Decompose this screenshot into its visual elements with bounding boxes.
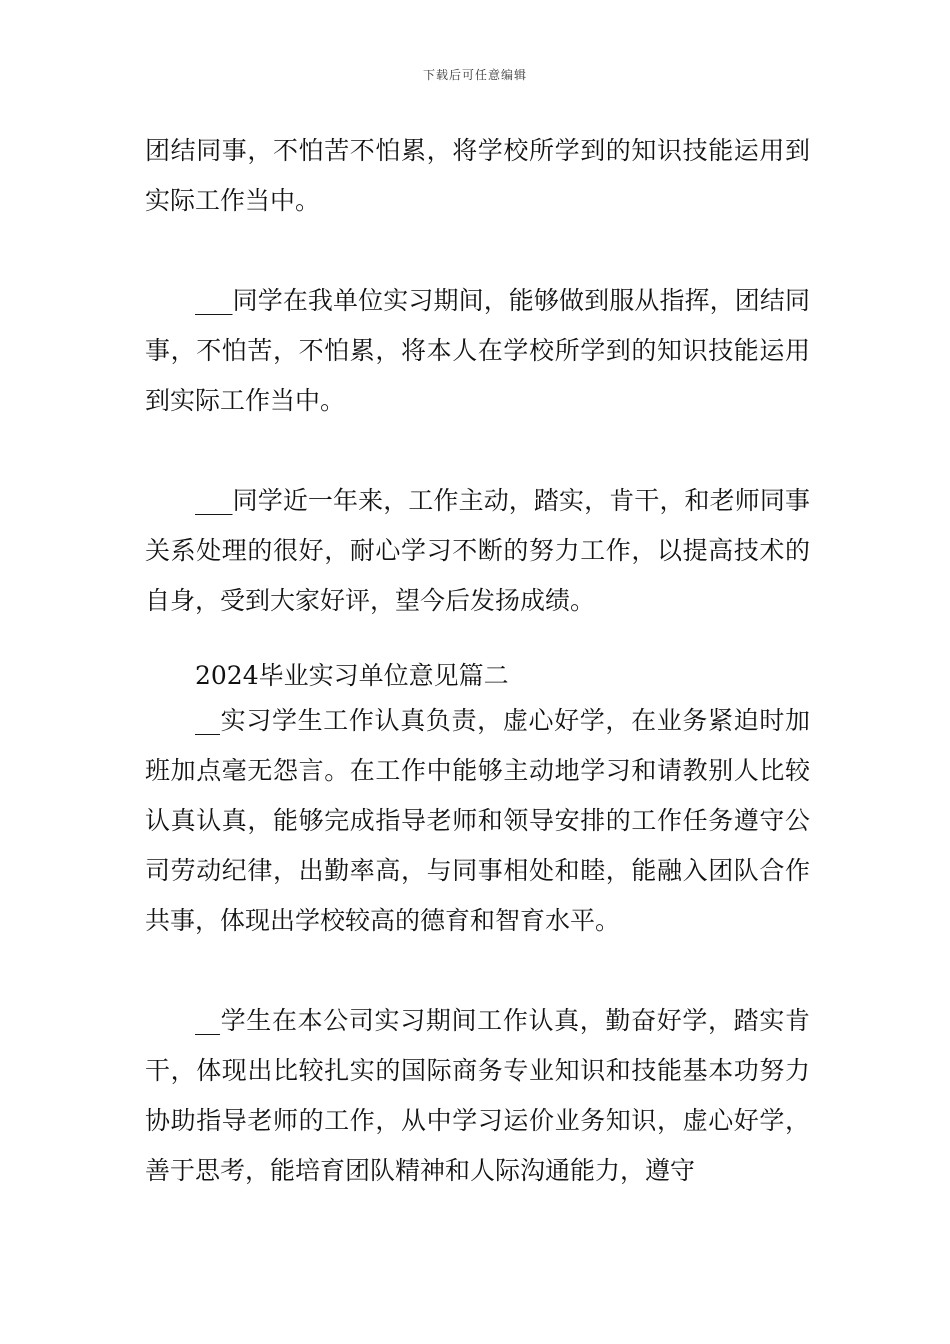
paragraph-spacer: [145, 626, 810, 656]
paragraph-evaluation-2: ___同学近一年来，工作主动，踏实，肯干，和老师同事关系处理的很好，耐心学习不断的努力工作，以提高技术的自身，受到大家好评，望今后发扬成绩。: [145, 486, 810, 615]
section-heading: 2024毕业实习单位意见篇二: [195, 661, 509, 690]
page-header-note: 下载后可任意编辑: [422, 68, 527, 82]
paragraph-evaluation-4: __学生在本公司实习期间工作认真，勤奋好学，踏实肯干，体现出比较扎实的国际商务专业知识和技能基本功努力协助指导老师的工作，从中学习运价业务知识，虚心好学，善于思考，能培育团队精神和人际沟通能力，遵守: [145, 1006, 810, 1185]
paragraph-evaluation-3: __实习学生工作认真负责，虚心好学，在业务紧迫时加班加点毫无怨言。在工作中能够主动地学习和请教别人比较认真认真，能够完成指导老师和领导安排的工作任务遵守公司劳动纪律，出勤率高，与同事相处和睦，能融入团队合作共事，体现出学校较高的德育和智育水平。: [145, 706, 810, 935]
paragraph-spacer: [145, 426, 810, 476]
paragraph-continuation: 团结同事，不怕苦不怕累，将学校所学到的知识技能运用到实际工作当中。: [145, 136, 810, 215]
document-body: [145, 126, 810, 1196]
paragraph-evaluation-1: ___同学在我单位实习期间，能够做到服从指挥，团结同事，不怕苦，不怕累，将本人在学校所学到的知识技能运用到实际工作当中。: [145, 286, 810, 415]
paragraph-spacer: [145, 946, 810, 996]
paragraph-spacer: [145, 226, 810, 276]
